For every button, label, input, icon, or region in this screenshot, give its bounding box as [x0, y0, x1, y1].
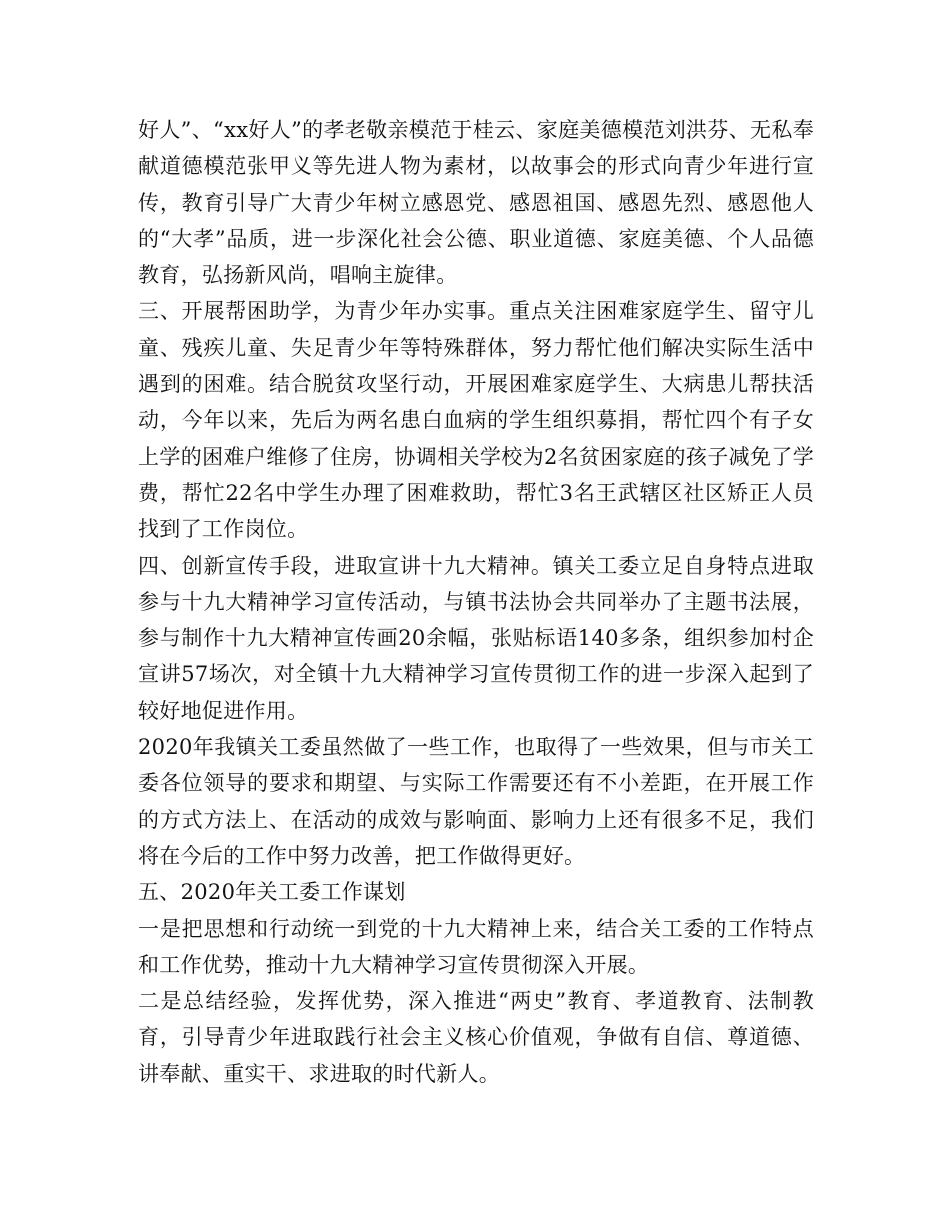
paragraph-plan-one: 一是把思想和行动统一到党的十九大精神上来，结合关工委的工作特点和工作优势，推动十九大精神学习宣传贯彻深入开展。	[138, 916, 814, 977]
paragraph-section-five-heading: 五、2020年关工委工作谋划	[138, 880, 406, 905]
paragraph-role-models: 好人”、“xx好人”的孝老敬亲模范于桂云、家庭美德模范刘洪芬、无私奉献道德模范张甲义等先进人物为素材，以故事会的形式向青少年进行宣传，教育引导广大青少年树立感恩党、感恩祖国、感恩先烈、感恩他人的“大孝”品质，进一步深化社会公德、职业道德、家庭美德、个人品德教育，弘扬新风尚，唱响主旋律。	[138, 118, 814, 288]
paragraph-plan-two: 二是总结经验，发挥优势，深入推进“两史”教育、孝道教育、法制教育，引导青少年进取践行社会主义核心价值观，争做有自信、尊道德、讲奉献、重实干、求进取的时代新人。	[138, 989, 814, 1086]
paragraph-section-four: 四、创新宣传手段，进取宣讲十九大精神。镇关工委立足自身特点进取参与十九大精神学习宣传活动，与镇书法协会共同举办了主题书法展，参与制作十九大精神宣传画20余幅，张贴标语140多条，组织参加村企宣讲57场次，对全镇十九大精神学习宣传贯彻工作的进一步深入起到了较好地促进作用。	[138, 553, 814, 723]
paragraph-section-three: 三、开展帮困助学，为青少年办实事。重点关注困难家庭学生、留守儿童、残疾儿童、失足青少年等特殊群体，努力帮忙他们解决实际生活中遇到的困难。结合脱贫攻坚行动，开展困难家庭学生、大病患儿帮扶活动，今年以来，先后为两名患白血病的学生组织募捐，帮忙四个有子女上学的困难户维修了住房，协调相关学校为2名贫困家庭的孩子减免了学费，帮忙22名中学生办理了困难救助，帮忙3名王武辖区社区矫正人员找到了工作岗位。	[138, 299, 814, 542]
document-body	[138, 112, 814, 1092]
paragraph-summary: 2020年我镇关工委虽然做了一些工作，也取得了一些效果，但与市关工委各位领导的要求和期望、与实际工作需要还有不小差距，在开展工作的方式方法上、在活动的成效与影响面、影响力上还有很多不足，我们将在今后的工作中努力改善，把工作做得更好。	[138, 735, 814, 868]
